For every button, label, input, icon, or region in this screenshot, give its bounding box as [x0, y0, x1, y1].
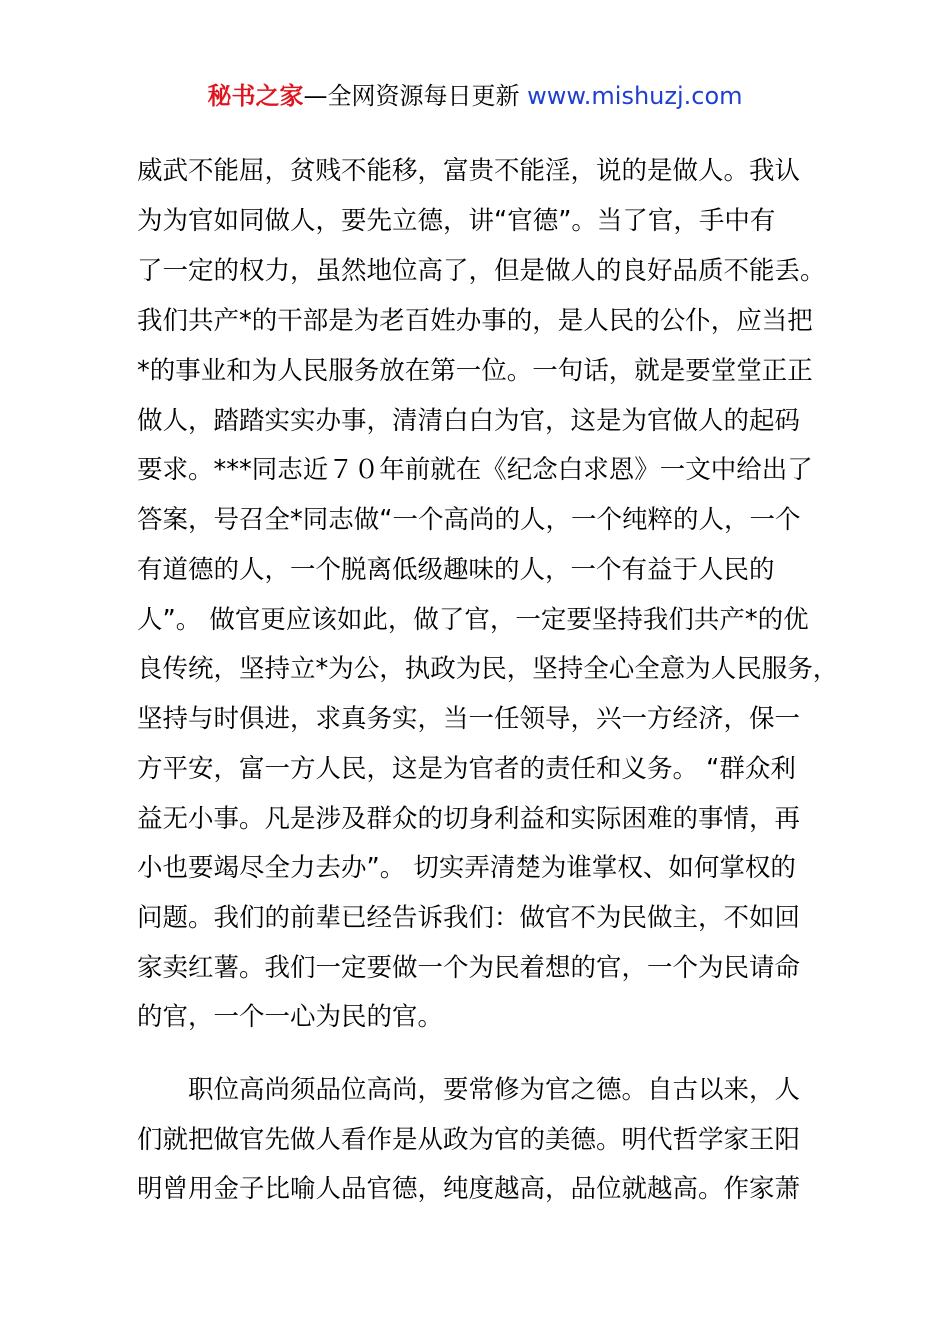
- text-line: 们就把做官先做人看作是从政为官的美德。明代哲学家王阳: [137, 1125, 801, 1155]
- text-line: 的官，一个一心为民的官。: [137, 1002, 444, 1032]
- text-line: 我们共产*的干部是为老百姓办事的，是人民的公仆，应当把: [137, 306, 813, 336]
- brand-name: 秘书之家: [207, 82, 304, 110]
- text-line: 职位高尚须品位高尚，要常修为官之德。自古以来，人: [137, 1075, 801, 1105]
- text-line: 方平安，富一方人民，这是为官者的责任和义务。 “群众利: [137, 754, 796, 784]
- page-header: [0, 80, 950, 112]
- text-line: 小也要竭尽全力去办”。 切实弄清楚为谁掌权、如何掌权的: [137, 853, 796, 883]
- text-line: 人”。 做官更应该如此，做了官，一定要坚持我们共产*的优: [137, 605, 809, 635]
- text-line: 威武不能屈，贫贱不能移，富贵不能淫，说的是做人。我认: [137, 156, 801, 186]
- text-line: 家卖红薯。我们一定要做一个为民着想的官，一个为民请命: [137, 953, 801, 983]
- header-tagline: —全网资源每日更新: [303, 82, 528, 110]
- text-line: 做人，踏踏实实办事，清清白白为官，这是为官做人的起码: [137, 406, 801, 436]
- text-line: 为为官如同做人，要先立德，讲“官德”。当了官，手中有: [137, 206, 776, 236]
- text-line: 了一定的权力，虽然地位高了，但是做人的良好品质不能丢。: [137, 256, 826, 286]
- text-line: 有道德的人，一个脱离低级趣味的人，一个有益于人民的: [137, 555, 775, 585]
- text-line: 答案，号召全*同志做“一个高尚的人，一个纯粹的人，一个: [137, 505, 801, 535]
- header-url[interactable]: www.mishuzj.com: [527, 82, 743, 110]
- text-line: *的事业和为人民服务放在第一位。一句话，就是要堂堂正正: [137, 356, 813, 386]
- text-line: 益无小事。凡是涉及群众的切身利益和实际困难的事情，再: [137, 804, 801, 834]
- text-line: 良传统，坚持立*为公，执政为民，坚持全心全意为人民服务，: [137, 654, 839, 684]
- text-line: 坚持与时俱进，求真务实，当一任领导，兴一方经济，保一: [137, 704, 801, 734]
- text-line: 问题。我们的前辈已经告诉我们：做官不为民做主，不如回: [137, 903, 801, 933]
- text-line: 要求。***同志近７０年前就在《纪念白求恩》一文中给出了: [137, 455, 813, 485]
- text-line: 明曾用金子比喻人品官德，纯度越高，品位就越高。作家萧: [137, 1174, 801, 1204]
